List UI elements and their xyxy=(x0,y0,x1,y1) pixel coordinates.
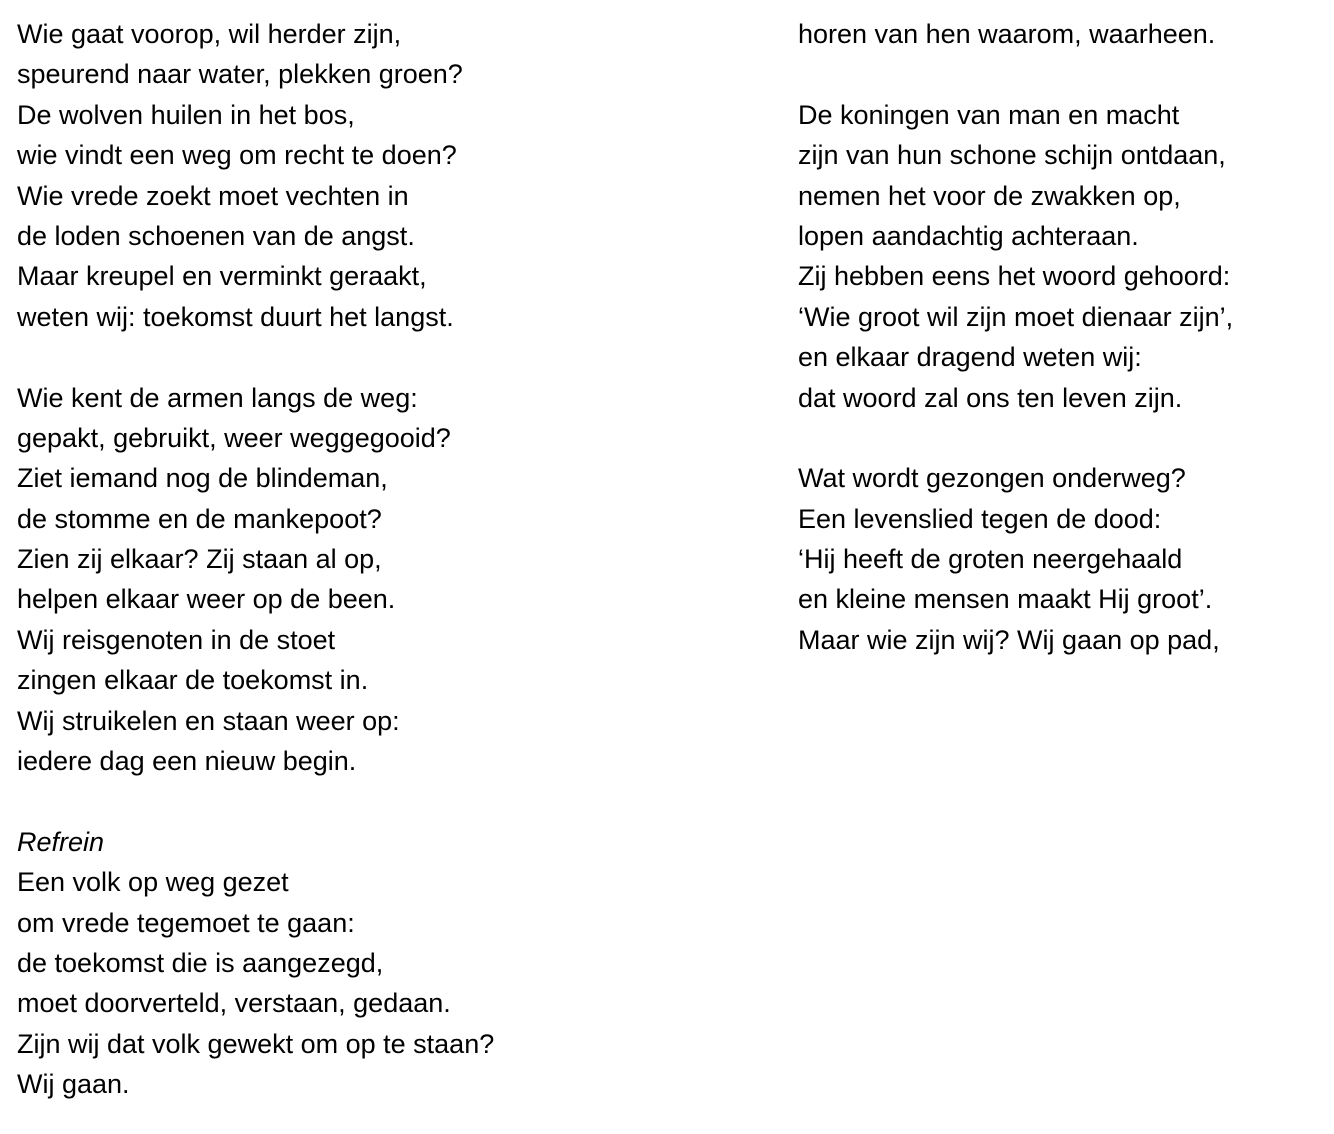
right-text-column xyxy=(798,14,1328,660)
poem-line: om vrede tegemoet te gaan: xyxy=(17,907,355,938)
poem-line: speurend naar water, plekken groen? xyxy=(17,59,463,90)
poem-line: horen van hen waarom, waarheen. xyxy=(798,19,1216,49)
poem-line: Wat wordt gezongen onderweg? xyxy=(798,463,1186,494)
poem-line: ‘Hij heeft de groten neergehaald xyxy=(798,544,1183,575)
poem-line: en elkaar dragend weten wij: xyxy=(798,342,1142,373)
poem-line: De koningen van man en macht xyxy=(798,99,1180,130)
poem-line: iedere dag een nieuw begin. xyxy=(17,746,357,777)
poem-line: en kleine mensen maakt Hij groot’. xyxy=(798,584,1213,615)
poem-line: zingen elkaar de toekomst in. xyxy=(17,665,369,696)
stanza-break xyxy=(798,54,1328,94)
stanza-break xyxy=(798,418,1328,458)
left-text-column xyxy=(17,14,757,1105)
poem-line: Een levenslied tegen de dood: xyxy=(798,503,1162,534)
stanza-break xyxy=(17,337,757,377)
poem-line: Maar kreupel en verminkt geraakt, xyxy=(17,261,427,292)
poem-line: Wie kent de armen langs de weg: xyxy=(17,382,418,413)
poem-line: weten wij: toekomst duurt het langst. xyxy=(17,301,454,332)
refrain-heading: Refrein xyxy=(17,826,105,857)
poem-line: De wolven huilen in het bos, xyxy=(17,99,355,130)
poem-line: moet doorverteld, verstaan, gedaan. xyxy=(17,988,451,1019)
poem-line: helpen elkaar weer op de been. xyxy=(17,584,396,615)
poem-line: de stomme en de mankepoot? xyxy=(17,503,382,534)
poem-line: Wie gaat voorop, wil herder zijn, xyxy=(17,19,402,49)
poem-line: zijn van hun schone schijn ontdaan, xyxy=(798,140,1226,171)
poem-line: Wij gaan. xyxy=(17,1069,130,1100)
poem-line: wie vindt een weg om recht te doen? xyxy=(17,140,457,171)
poem-line: Ziet iemand nog de blindeman, xyxy=(17,463,388,494)
poem-line: dat woord zal ons ten leven zijn. xyxy=(798,382,1183,413)
poem-line: de loden schoenen van de angst. xyxy=(17,220,415,251)
poem-line: Een volk op weg gezet xyxy=(17,867,289,898)
poem-line: Zien zij elkaar? Zij staan al op, xyxy=(17,544,382,575)
poem-line: gepakt, gebruikt, weer weggegooid? xyxy=(17,422,451,453)
stanza-break xyxy=(17,781,757,821)
poem-line: Wie vrede zoekt moet vechten in xyxy=(17,180,409,211)
poem-line: Maar wie zijn wij? Wij gaan op pad, xyxy=(798,624,1220,655)
poem-line: Wij struikelen en staan weer op: xyxy=(17,705,400,736)
poem-line: Zij hebben eens het woord gehoord: xyxy=(798,261,1231,292)
poem-line: Wij reisgenoten in de stoet xyxy=(17,624,336,655)
poem-line: Zijn wij dat volk gewekt om op te staan? xyxy=(17,1028,495,1059)
poem-line: nemen het voor de zwakken op, xyxy=(798,180,1181,211)
poem-line: lopen aandachtig achteraan. xyxy=(798,220,1139,251)
poem-line: ‘Wie groot wil zijn moet dienaar zijn’, xyxy=(798,301,1234,332)
poem-line: de toekomst die is aangezegd, xyxy=(17,947,384,978)
